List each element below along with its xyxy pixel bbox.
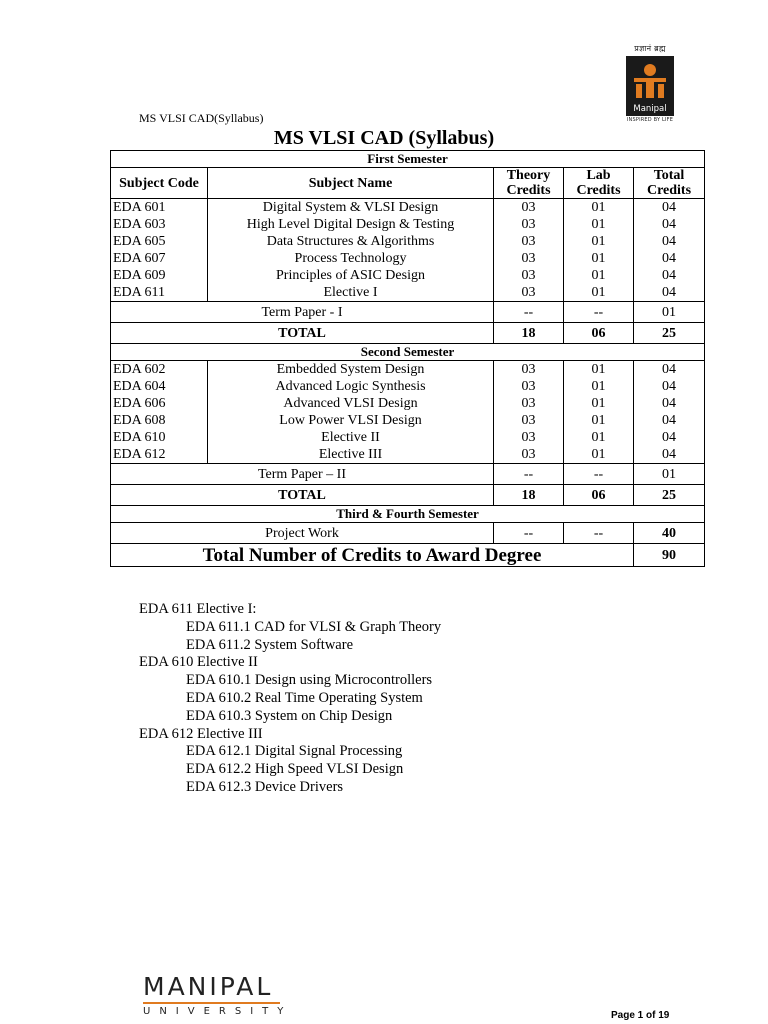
logo-tagline: INSPIRED BY LIFE [626,117,674,123]
cell-total: 04 [634,446,705,464]
cell-total: 04 [634,361,705,379]
cell-lab: 01 [564,361,634,379]
elective-option: EDA 611.1 CAD for VLSI & Graph Theory [186,618,442,635]
total-row [111,323,705,344]
table-row [111,429,705,446]
cell-total: 04 [634,216,705,233]
total-theory: 18 [494,323,564,344]
cell-lab: 01 [564,250,634,267]
manipal-university-logo [143,972,293,1018]
third-fourth-semester-heading: Third & Fourth Semester [111,506,705,523]
elective-group-title: EDA 610 Elective II [139,654,258,671]
elective-group-title: EDA 612 Elective III [139,725,263,742]
cell-code: EDA 606 [111,395,208,412]
table-row [111,199,705,217]
cell-total: 04 [634,233,705,250]
cell-theory: 03 [494,378,564,395]
table-row [111,250,705,267]
total-label: TOTAL [111,323,494,344]
column-header-row [111,168,705,199]
project-row [111,523,705,544]
cell-theory: 03 [494,267,564,284]
term-paper-total: 01 [634,464,705,485]
cell-name: Data Structures & Algorithms [208,233,494,250]
total-label: TOTAL [111,485,494,506]
grand-total-value: 90 [634,544,705,567]
cell-total: 04 [634,378,705,395]
footer-brand-bottom: UNIVERSITY [143,1006,293,1017]
cell-name: Advanced Logic Synthesis [208,378,494,395]
elective-group-title: EDA 611 Elective I: [139,601,257,617]
elective-option: EDA 612.3 Device Drivers [186,778,344,795]
cell-lab: 01 [564,284,634,302]
term-paper-row [111,464,705,485]
table-row [111,267,705,284]
cell-lab: 01 [564,378,634,395]
table-row [111,446,705,464]
cell-total: 04 [634,267,705,284]
table-row [111,412,705,429]
running-header: MS VLSI CAD(Syllabus) [139,111,264,125]
total-theory: 18 [494,485,564,506]
term-paper-name: Term Paper – II [111,464,494,485]
cell-lab: 01 [564,429,634,446]
cell-total: 04 [634,395,705,412]
cell-theory: 03 [494,361,564,379]
electives-list [139,601,441,797]
semester-heading-row [111,344,705,361]
cell-theory: 03 [494,446,564,464]
logo-name: Manipal [633,104,667,114]
syllabus-table [110,150,705,567]
cell-theory: 03 [494,233,564,250]
cell-lab: 01 [564,395,634,412]
cell-name: Principles of ASIC Design [208,267,494,284]
table-row [111,395,705,412]
cell-code: EDA 610 [111,429,208,446]
term-paper-theory: -- [494,302,564,323]
cell-total: 04 [634,284,705,302]
cell-total: 04 [634,250,705,267]
col-theory-credits: Theory Credits [494,168,564,199]
cell-lab: 01 [564,233,634,250]
table-row [111,378,705,395]
term-paper-total: 01 [634,302,705,323]
cell-theory: 03 [494,395,564,412]
term-paper-theory: -- [494,464,564,485]
manipal-emblem-icon [626,56,674,116]
term-paper-name: Term Paper - I [111,302,494,323]
cell-name: Digital System & VLSI Design [208,199,494,217]
cell-lab: 01 [564,446,634,464]
logo-tagline-sanskrit: प्रज्ञानं ब्रह्म [634,44,666,53]
cell-lab: 01 [564,216,634,233]
cell-theory: 03 [494,284,564,302]
cell-total: 04 [634,412,705,429]
cell-code: EDA 602 [111,361,208,379]
grand-total-row [111,544,705,567]
table-row [111,233,705,250]
cell-name: Elective I [208,284,494,302]
semester-heading-row [111,506,705,523]
cell-lab: 01 [564,267,634,284]
cell-name: Elective II [208,429,494,446]
total-lab: 06 [564,323,634,344]
cell-total: 04 [634,199,705,217]
cell-theory: 03 [494,250,564,267]
cell-code: EDA 605 [111,233,208,250]
col-subject-code: Subject Code [111,168,208,199]
cell-name: Advanced VLSI Design [208,395,494,412]
project-name: Project Work [111,523,494,544]
project-theory: -- [494,523,564,544]
cell-theory: 03 [494,412,564,429]
cell-name: Process Technology [208,250,494,267]
cell-name: High Level Digital Design & Testing [208,216,494,233]
total-credits: 25 [634,323,705,344]
cell-code: EDA 603 [111,216,208,233]
cell-name: Low Power VLSI Design [208,412,494,429]
col-lab-credits: Lab Credits [564,168,634,199]
cell-theory: 03 [494,429,564,446]
col-subject-name: Subject Name [208,168,494,199]
elective-option: EDA 610.3 System on Chip Design [186,707,393,724]
footer-brand-rule [143,1002,280,1004]
cell-name: Elective III [208,446,494,464]
cell-code: EDA 612 [111,446,208,464]
total-credits: 25 [634,485,705,506]
project-lab: -- [564,523,634,544]
first-semester-heading: First Semester [111,151,705,168]
project-total: 40 [634,523,705,544]
table-row [111,216,705,233]
cell-code: EDA 607 [111,250,208,267]
col-total-credits: Total Credits [634,168,705,199]
term-paper-row [111,302,705,323]
cell-code: EDA 601 [111,199,208,217]
cell-code: EDA 611 [111,284,208,302]
cell-lab: 01 [564,412,634,429]
footer-brand-top: MANIPAL [143,972,274,1001]
table-row [111,361,705,379]
cell-theory: 03 [494,199,564,217]
elective-option: EDA 612.2 High Speed VLSI Design [186,761,404,778]
elective-option: EDA 612.1 Digital Signal Processing [186,743,403,760]
cell-code: EDA 608 [111,412,208,429]
page-number: Page 1 of 19 [611,1010,670,1021]
cell-lab: 01 [564,199,634,217]
semester-heading-row [111,151,705,168]
cell-code: EDA 604 [111,378,208,395]
total-lab: 06 [564,485,634,506]
elective-option: EDA 611.2 System Software [186,636,354,653]
second-semester-heading: Second Semester [111,344,705,361]
table-row [111,284,705,302]
cell-name: Embedded System Design [208,361,494,379]
page-title: MS VLSI CAD (Syllabus) [273,127,495,149]
cell-total: 04 [634,429,705,446]
term-paper-lab: -- [564,464,634,485]
elective-option: EDA 610.1 Design using Microcontrollers [186,672,433,689]
grand-total-label: Total Number of Credits to Award Degree [111,544,634,567]
cell-code: EDA 609 [111,267,208,284]
elective-option: EDA 610.2 Real Time Operating System [186,689,423,706]
total-row [111,485,705,506]
manipal-logo [624,44,676,126]
cell-theory: 03 [494,216,564,233]
term-paper-lab: -- [564,302,634,323]
